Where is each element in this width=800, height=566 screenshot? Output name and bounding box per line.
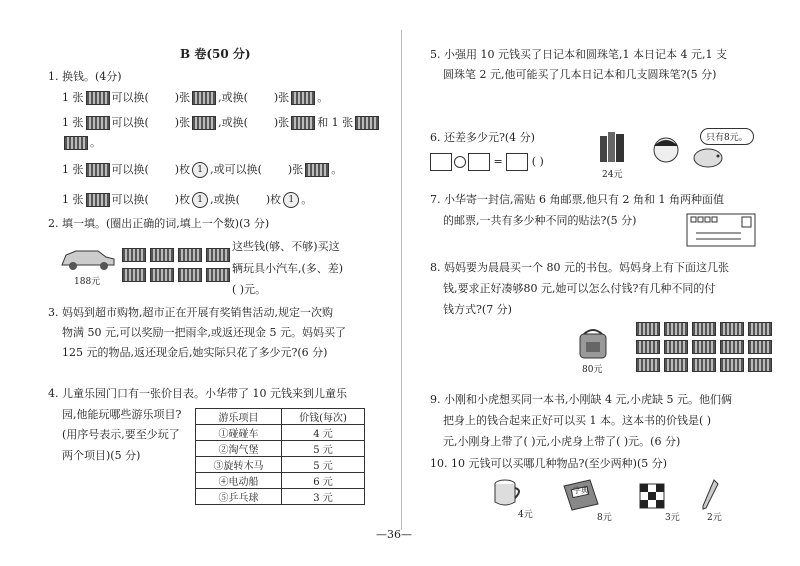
bill-icon — [122, 268, 146, 282]
q2-bills-row2 — [120, 268, 232, 282]
q1-line3: 1 张 可以换( )枚 1 ,或可以换( )张 。 — [62, 163, 343, 176]
table-cell: 5 元 — [281, 457, 364, 473]
q3-line3: 125 元的物品,返还现金后,她实际只花了多少元?(6 分) — [62, 346, 328, 359]
dictionary-price: 8元 — [597, 513, 612, 523]
q8-bills-row1 — [634, 322, 774, 336]
cup-icon — [492, 478, 524, 508]
q7-line1: 7. 小华寄一封信,需贴 6 角邮票,他只有 2 角和 1 角两种面值 — [430, 193, 724, 206]
toy-car-icon — [58, 243, 118, 273]
q8-line3: 钱方式?(7 分) — [443, 303, 512, 316]
q6-title: 6. 还差多少元?(4 分) — [430, 131, 535, 144]
bill-icon — [178, 268, 202, 282]
table-row — [196, 473, 365, 489]
pen-icon — [700, 478, 720, 512]
answer-box[interactable] — [468, 153, 490, 171]
coin-icon: 1 — [283, 192, 299, 208]
dictionary-label: 字典 — [573, 486, 589, 495]
table-row — [196, 425, 365, 441]
q4-line3: (用序号表示,要至少玩了 — [62, 428, 180, 441]
price-table — [195, 408, 365, 505]
rubiks-cube-icon — [638, 482, 666, 510]
bill-icon — [720, 340, 744, 354]
bill-icon — [86, 116, 110, 130]
bill-icon — [636, 358, 660, 372]
q8-bills-row2 — [634, 340, 774, 354]
books-icon — [598, 128, 628, 164]
bill-icon — [636, 340, 660, 354]
q10-title: 10. 10 元钱可以买哪几种物品?(至少两种)(5 分) — [430, 457, 668, 470]
table-cell: ②淘气堡 — [196, 441, 282, 457]
table-cell: ③旋转木马 — [196, 457, 282, 473]
table-row — [196, 441, 365, 457]
q2-text3: ( )元。 — [232, 283, 267, 296]
table-cell: 5 元 — [281, 441, 364, 457]
bill-icon — [206, 268, 230, 282]
bill-icon — [748, 322, 772, 336]
envelope-icon — [686, 213, 756, 247]
q9-line2: 把身上的钱合起来正好可以买 1 本。这本书的价钱是( ) — [443, 414, 712, 427]
bill-icon — [150, 268, 174, 282]
q1-title: 1. 换钱。(4分) — [48, 70, 122, 83]
bill-icon — [86, 91, 110, 105]
q5-line1: 5. 小强用 10 元钱买了日记本和圆珠笔,1 本日记本 4 元,1 支 — [430, 48, 727, 61]
q8-bills-row3 — [634, 358, 774, 372]
q9-line3: 元,小刚身上带了( )元,小虎身上带了( )元。(6 分) — [443, 435, 681, 448]
bill-icon — [636, 322, 660, 336]
bill-icon — [122, 248, 146, 262]
coin-icon: 1 — [192, 162, 208, 178]
q1-line1: 1 张 可以换( )张 ,或换( )张 。 — [62, 91, 329, 104]
bill-icon — [86, 163, 110, 177]
q9-line1: 9. 小刚和小虎想买同一本书,小刚缺 4 元,小虎缺 5 元。他们俩 — [430, 393, 732, 406]
bill-icon — [664, 340, 688, 354]
table-header: 游乐项目 — [196, 409, 282, 425]
bill-icon — [664, 322, 688, 336]
q2-text1: 这些钱(够、不够)买这 — [232, 240, 340, 253]
backpack-icon — [576, 326, 610, 360]
q6-equation: = ( ) — [430, 153, 544, 171]
bill-icon — [692, 322, 716, 336]
q1-line2-cont: 。 — [62, 136, 101, 150]
q8-line2: 钱,要求正好凑够80 元,她可以怎么付钱?有几种不同的付 — [443, 282, 716, 295]
page-number: —36— — [376, 528, 412, 541]
cup-price: 4元 — [518, 510, 533, 520]
bill-icon — [720, 358, 744, 372]
child-icon — [648, 134, 684, 164]
table-row — [196, 457, 365, 473]
table-cell: ⑤乒乓球 — [196, 489, 282, 505]
bill-icon — [178, 248, 202, 262]
bill-icon — [748, 358, 772, 372]
table-header: 价钱(每次) — [281, 409, 364, 425]
q4-line1: 4. 儿童乐园门口有一张价目表。小华带了 10 元钱来到儿童乐 — [48, 387, 347, 400]
table-cell: 3 元 — [281, 489, 364, 505]
bill-icon — [692, 358, 716, 372]
table-header-row — [196, 409, 365, 425]
speech-bubble: 只有8元。 — [700, 128, 754, 145]
q2-title: 2. 填一填。(圈出正确的词,填上一个数)(3 分) — [48, 217, 270, 230]
bill-icon — [291, 116, 315, 130]
piggy-bank-icon — [690, 145, 726, 169]
bill-icon — [692, 340, 716, 354]
section-title: B 卷(50 分) — [180, 47, 251, 61]
table-cell: ①碰碰车 — [196, 425, 282, 441]
table-cell: ④电动船 — [196, 473, 282, 489]
bill-icon — [86, 193, 110, 207]
q3-line2: 物满 50 元,可以奖励一把雨伞,或返还现金 5 元。妈妈买了 — [62, 326, 346, 339]
bill-icon — [664, 358, 688, 372]
pen-price: 2元 — [707, 513, 722, 523]
bill-icon — [206, 248, 230, 262]
q1-line4: 1 张 可以换( )枚 1 ,或换( )枚 1 。 — [62, 193, 313, 206]
car-price: 188元 — [74, 277, 101, 287]
bill-icon — [305, 163, 329, 177]
q4-line2: 园,他能玩哪些游乐项目? — [62, 408, 182, 421]
q8-line1: 8. 妈妈要为晨晨买一个 80 元的书包。妈妈身上有下面这几张 — [430, 261, 729, 274]
bill-icon — [64, 136, 88, 150]
coin-icon: 1 — [192, 192, 208, 208]
q4-line4: 两个项目)(5 分) — [62, 449, 141, 462]
bill-icon — [355, 116, 379, 130]
answer-box[interactable] — [506, 153, 528, 171]
answer-box[interactable] — [430, 153, 452, 171]
table-cell: 4 元 — [281, 425, 364, 441]
bill-icon — [291, 91, 315, 105]
q1-line2: 1 张 可以换( )张 ,或换( )张 和 1 张 — [62, 116, 381, 130]
table-row — [196, 489, 365, 505]
bill-icon — [192, 116, 216, 130]
bill-icon — [748, 340, 772, 354]
table-cell: 6 元 — [281, 473, 364, 489]
column-divider — [401, 30, 402, 530]
books-price: 24元 — [602, 170, 623, 180]
q7-line2: 的邮票,一共有多少种不同的贴法?(5 分) — [443, 214, 637, 227]
cube-price: 3元 — [665, 513, 680, 523]
q5-line2: 圆珠笔 2 元,他可能买了几本日记本和几支圆珠笔?(5 分) — [443, 68, 717, 81]
q2-text2: 辆玩具小汽车,(多、差) — [232, 262, 344, 275]
bag-price: 80元 — [582, 365, 603, 375]
q3-line1: 3. 妈妈到超市购物,超市正在开展有奖销售活动,规定一次购 — [48, 306, 333, 319]
bill-icon — [720, 322, 744, 336]
q2-bills-row1 — [120, 248, 232, 262]
bill-icon — [150, 248, 174, 262]
bill-icon — [192, 91, 216, 105]
operator-circle[interactable] — [454, 156, 466, 168]
